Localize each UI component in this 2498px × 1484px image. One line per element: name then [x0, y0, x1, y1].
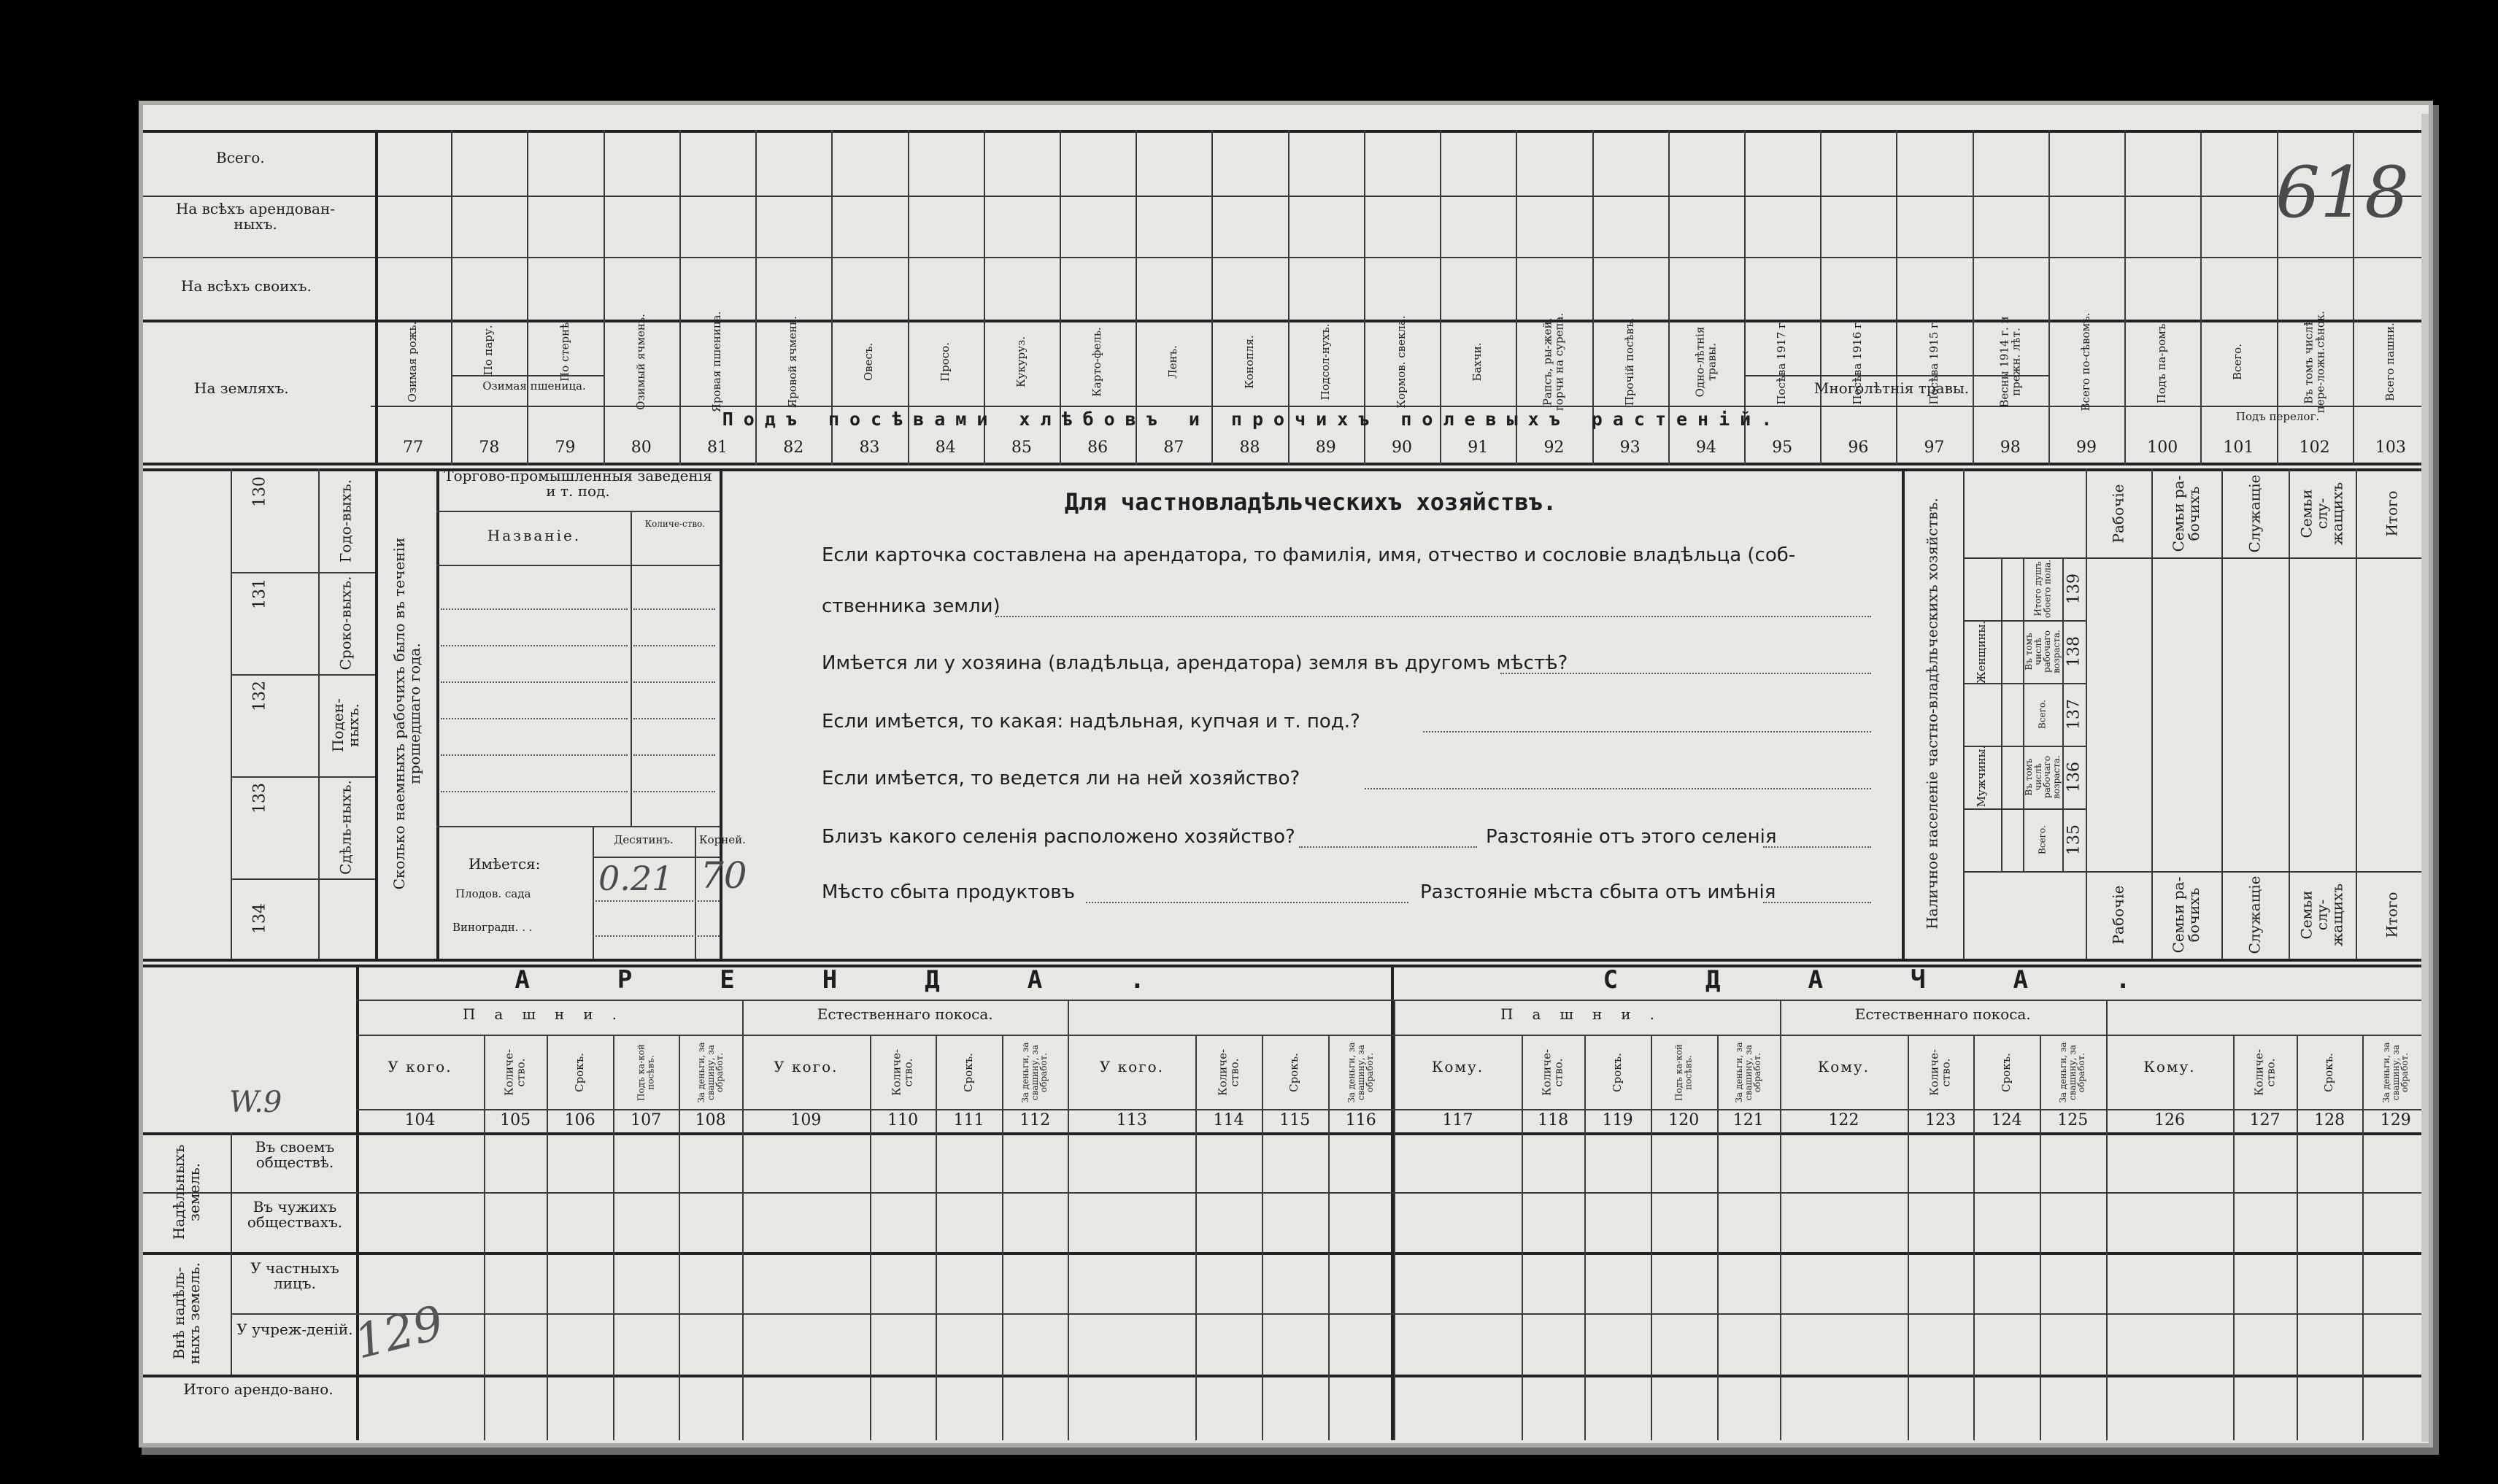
lease-column-label: За деньги, за свашину, за обработ.: [2058, 1042, 2087, 1103]
lease-column-divider: [1002, 1035, 1003, 1440]
crop-column-label: Посѣва 1916 г.: [1851, 319, 1865, 405]
population-column-number: 136: [2065, 762, 2083, 792]
page-number: 618: [2275, 152, 2410, 233]
crop-column-label: Всего пашни.: [2383, 322, 2397, 401]
crop-column-number: 102: [2299, 438, 2330, 457]
crop-column-label: По пару.: [482, 325, 496, 376]
crop-column-number: 83: [859, 438, 880, 457]
lease-column-number: 127: [2249, 1111, 2281, 1129]
lease-column-label: Количе-ство.: [502, 1048, 528, 1097]
crop-column-number: 92: [1543, 438, 1565, 457]
lease-column-divider: [2362, 1035, 2364, 1440]
enterprises-title: Торгово-промышленныя заведенія и т. под.: [444, 467, 712, 500]
fallow-rule: [2200, 406, 2352, 407]
crop-column-number: 93: [1619, 438, 1641, 457]
population-right-footer: Рабочіе: [2109, 885, 2127, 945]
roots-header: Корней.: [699, 833, 746, 846]
row-own-society: Въ своемъ обществѣ.: [255, 1138, 335, 1171]
lease-column-label: Срокъ.: [572, 1053, 586, 1092]
lease-column-number: 106: [564, 1111, 595, 1129]
sdacha-title: СДАЧА.: [1603, 965, 2218, 994]
lease-column-number: 111: [953, 1111, 984, 1129]
orchard-label: Плодов. сада: [455, 887, 531, 900]
crop-column-label: Всего.: [2231, 344, 2245, 380]
population-label: Наличное населеніе частно-владѣльческихъ хозяйствъ.: [1923, 498, 1941, 930]
lease-column-label: Срокъ.: [1610, 1053, 1624, 1092]
hired-column-number: 132: [250, 681, 269, 711]
women-label: Женщины.: [1975, 620, 1989, 684]
lease-column-divider: [2233, 1035, 2235, 1440]
hired-workers-label: Сколько наемныхъ рабочихъ было въ теченіи прошедшаго года.: [390, 537, 423, 890]
nadel-group-label: Надѣльныхъ земель.: [170, 1144, 203, 1240]
lease-column-label: У кого.: [774, 1058, 839, 1075]
crop-column-number: 82: [783, 438, 804, 457]
crop-column-label: Одно-лѣтнія травы.: [1693, 326, 1718, 398]
hired-column-label: Поден-ныхъ.: [329, 698, 362, 752]
winter-wheat-rule: [451, 375, 603, 376]
crop-column-number: 89: [1315, 438, 1336, 457]
lease-column-divider: [484, 1035, 485, 1440]
lease-column-label: За деньги, за свашину, за обработ.: [1346, 1042, 1376, 1103]
lease-column-divider: [1584, 1035, 1586, 1440]
question-farming: Если имѣется, то ведется ли на ней хозяйство?: [822, 768, 1300, 789]
crop-column-number: 100: [2147, 438, 2178, 457]
hired-column-number: 130: [250, 476, 269, 507]
question-market-distance: Разстояніе мѣста сбыта отъ имѣнія: [1420, 881, 1776, 903]
lease-column-number: 119: [1602, 1111, 1633, 1129]
crop-column-number: 97: [1924, 438, 1945, 457]
crop-column-label: Всего по-сѣвомъ.: [2079, 312, 2093, 411]
lease-column-number: 124: [1991, 1111, 2022, 1129]
orchard-roots-value: 70: [701, 854, 747, 897]
crop-column-number: 103: [2375, 438, 2406, 457]
lease-column-number: 110: [887, 1111, 919, 1129]
population-column-number: 137: [2065, 699, 2083, 730]
lease-column-number: 123: [1925, 1111, 1957, 1129]
crop-column-label: Въ томъ числѣ пере-ложн.сѣнок.: [2301, 310, 2327, 414]
question-market: Мѣсто сбыта продуктовъ: [822, 881, 1075, 903]
lease-column-number: 121: [1732, 1111, 1764, 1129]
population-right-footer: Семьи ра-бочихъ: [2170, 876, 2202, 954]
lease-column-divider: [1328, 1035, 1330, 1440]
lease-column-number: 107: [631, 1111, 662, 1129]
arenda-title: АРЕНДА.: [514, 965, 1233, 994]
question-village: Близъ какого селенія расположено хозяйство?: [822, 826, 1295, 848]
lease-column-number: 116: [1345, 1111, 1376, 1129]
crop-column-label: Кормов. свекла.: [1395, 315, 1408, 409]
crop-column-number: 81: [706, 438, 728, 457]
men-label: Мужчины.: [1975, 745, 1989, 808]
crop-column-number: 77: [403, 438, 424, 457]
lease-column-divider: [1908, 1035, 1909, 1440]
lease-group-divider: [1068, 1000, 1069, 1035]
lease-column-number: 118: [1538, 1111, 1569, 1129]
hired-column-number: 131: [250, 579, 269, 609]
lease-column-number: 117: [1442, 1111, 1473, 1129]
question-village-distance: Разстояніе отъ этого селенія: [1486, 826, 1777, 848]
lease-column-divider: [742, 1035, 744, 1440]
crop-column-label: Конопля.: [1242, 335, 1256, 389]
row-own-label: На всѣхъ своихъ.: [181, 277, 312, 295]
crop-column-number: 85: [1011, 438, 1032, 457]
lease-column-divider: [936, 1035, 937, 1440]
lease-column-label: Срокъ.: [2322, 1053, 2336, 1092]
crop-column-label: Посѣва 1915 г.: [1927, 319, 1940, 405]
lease-column-divider: [679, 1035, 680, 1440]
population-right-header: Итого: [2383, 490, 2401, 537]
hired-column-label: Сдѣль-ныхъ.: [336, 780, 355, 875]
fallow-label: Подъ перелог.: [2235, 410, 2320, 423]
private-holdings-title: Для частновладѣльческихъ хозяйствъ.: [1064, 488, 1557, 516]
crop-column-label: Рапсъ, ры-жей, горчи на сурепа.: [1541, 312, 1566, 411]
population-column-label: Въ томъ числѣ рабочаго возраста.: [2023, 755, 2062, 799]
crop-column-label: Кукуруз.: [1014, 336, 1028, 388]
lease-column-divider: [613, 1035, 614, 1440]
lease-column-label: За деньги, за свашину, за обработ.: [1020, 1042, 1049, 1103]
enterprise-name-header: Названіе.: [487, 527, 582, 544]
lease-column-number: 105: [500, 1111, 531, 1129]
lease-column-divider: [1195, 1035, 1197, 1440]
crop-column-label: Просо.: [938, 342, 952, 382]
crop-column-number: 80: [631, 438, 652, 457]
lease-column-number: 128: [2314, 1111, 2345, 1129]
crop-column-label: Яровая пшеница.: [710, 311, 724, 413]
lease-column-number: 112: [1019, 1111, 1051, 1129]
crop-column-label: Карто-фель.: [1090, 327, 1104, 397]
crop-column-number: 86: [1087, 438, 1109, 457]
handwritten-mark: 129: [349, 1296, 450, 1370]
crop-column-number: 84: [935, 438, 956, 457]
lease-column-divider: [547, 1035, 548, 1440]
lease-column-number: 125: [2057, 1111, 2089, 1129]
crop-column-number: 91: [1468, 438, 1489, 457]
lease-column-label: У кого.: [1099, 1058, 1165, 1075]
crop-column-divider: [2124, 130, 2126, 465]
population-right-footer: Семьи слу-жащихъ: [2297, 883, 2346, 947]
lease-column-label: Кому.: [2143, 1058, 2196, 1075]
orchard-desyatin-value: 0.21: [598, 859, 674, 898]
question-owner-cont: ственника земли): [822, 595, 1001, 617]
lease-column-divider: [1717, 1035, 1719, 1440]
lease-column-divider: [1522, 1035, 1523, 1440]
population-column-label: Въ томъ числѣ рабочаго возраста.: [2023, 630, 2062, 673]
lease-column-number: 108: [695, 1111, 726, 1129]
crop-column-number: 101: [2223, 438, 2254, 457]
crop-column-label: Овесъ.: [862, 342, 876, 382]
lease-column-divider: [1068, 1035, 1069, 1440]
population-column-number: 139: [2065, 573, 2083, 604]
lease-column-label: Срокъ.: [961, 1053, 975, 1092]
vne-nadel-group-label: Внѣ надѣль-ныхъ земель.: [170, 1262, 203, 1364]
crop-column-label: Прочій посѣвъ.: [1622, 317, 1636, 406]
crop-column-label: Ленъ.: [1166, 345, 1180, 379]
crops-banner: Подъ посѣвами хлѣбовъ и прочихъ полевыхъ растеній.: [722, 409, 1783, 430]
lands-label: На земляхъ.: [194, 379, 289, 397]
population-right-header: Рабочіе: [2109, 484, 2127, 544]
lease-group-label: Пашни.: [1500, 1005, 1673, 1023]
crop-column-number: 96: [1848, 438, 1869, 457]
desyatin-header: Десятинъ.: [614, 833, 674, 846]
crop-column-label: Бахчи.: [1470, 342, 1484, 382]
crop-column-label: Посѣва 1917 г.: [1775, 319, 1789, 405]
hired-column-label: Годо-выхъ.: [336, 479, 355, 563]
handwritten-note: W.9: [229, 1086, 282, 1119]
row-private-persons: У частныхъ лицъ.: [250, 1259, 339, 1292]
crop-column-label: По стернѣ.: [558, 319, 571, 382]
lease-column-divider: [2297, 1035, 2298, 1440]
lease-column-label: Количе-ство.: [2251, 1048, 2277, 1097]
lease-column-number: 129: [2380, 1111, 2411, 1129]
lease-column-label: Подъ ка-кой посѣвъ.: [1673, 1044, 1694, 1101]
lease-column-number: 114: [1213, 1111, 1244, 1129]
population-column-label: Всего.: [2037, 825, 2048, 854]
perennial-label: Многолѣтнія травы.: [1813, 379, 1970, 397]
lease-column-number: 126: [2154, 1111, 2185, 1129]
winter-wheat-label: Озимая пшеница.: [482, 379, 586, 393]
crop-column-number: 94: [1695, 438, 1716, 457]
crop-column-number: 79: [555, 438, 576, 457]
population-column-number: 135: [2065, 824, 2083, 855]
lease-column-label: Срокъ.: [1999, 1053, 2013, 1092]
question-land-type: Если имѣется, то какая: надѣльная, купчая и т. под.?: [822, 711, 1360, 733]
lease-column-label: Кому.: [1817, 1058, 1870, 1075]
crop-column-label: Подсол-нухъ.: [1318, 323, 1332, 401]
row-leased-label: На всѣхъ арендован-ныхъ.: [175, 200, 336, 233]
population-right-footer: Служащіе: [2245, 876, 2264, 954]
lease-column-divider: [1973, 1035, 1975, 1440]
crop-column-divider: [2200, 130, 2202, 465]
crop-column-number: 88: [1239, 438, 1260, 457]
lease-column-label: Количе-ство.: [1540, 1048, 1565, 1097]
perennial-rule: [1744, 375, 2048, 376]
lease-column-number: 113: [1116, 1111, 1147, 1129]
lease-column-divider: [2040, 1035, 2041, 1440]
population-right-header: Семьи слу-жащихъ: [2297, 482, 2346, 546]
lease-column-divider: [2106, 1035, 2108, 1440]
hired-column-number: 133: [250, 783, 269, 814]
population-right-footer: Итого: [2383, 892, 2401, 938]
row-other-society: Въ чужихъ обществахъ.: [247, 1198, 343, 1231]
lease-group-label: Естественнаго покоса.: [1854, 1005, 2031, 1023]
lease-column-number: 122: [1828, 1111, 1859, 1129]
crop-column-number: 90: [1391, 438, 1412, 457]
lease-column-number: 120: [1668, 1111, 1700, 1129]
lease-column-divider: [870, 1035, 871, 1440]
population-right-header: Служащіе: [2245, 474, 2264, 553]
crop-column-label: Озимый ячмень.: [633, 314, 647, 410]
vineyard-label: Виноградн. . .: [452, 921, 533, 934]
lease-column-divider: [1651, 1035, 1652, 1440]
lease-column-divider: [1394, 1035, 1395, 1440]
crop-column-number: 98: [2000, 438, 2021, 457]
crop-column-label: Подъ па-ромъ.: [2155, 320, 2169, 404]
crop-column-number: 99: [2075, 438, 2097, 457]
lease-column-label: Количе-ство.: [1215, 1048, 1241, 1097]
has-label: Имѣется:: [469, 855, 541, 873]
question-other-land: Имѣется ли у хозяина (владѣльца, арендатора) земля въ другомъ мѣстѣ?: [822, 652, 1568, 674]
lease-group-label: Пашни.: [462, 1005, 636, 1023]
population-column-label: Итого душъ обоего пола.: [2032, 560, 2052, 618]
crop-column-label: Озимая рожь.: [406, 321, 420, 403]
crop-column-number: 95: [1772, 438, 1793, 457]
crop-column-label: Весны 1914 г. и прежн. лѣт.: [1997, 316, 2022, 408]
hired-column-label: Сроко-выхъ.: [336, 576, 355, 670]
lease-column-number: 104: [404, 1111, 436, 1129]
lease-column-label: За деньги, за свашину, за обработ.: [695, 1042, 725, 1103]
crop-column-number: 78: [479, 438, 500, 457]
lease-column-number: 109: [790, 1111, 822, 1129]
lease-column-number: 115: [1279, 1111, 1311, 1129]
lease-column-label: За деньги, за свашину, за обработ.: [2381, 1042, 2410, 1103]
lease-column-label: У кого.: [388, 1058, 452, 1075]
crop-column-label: Яровой ячмень.: [786, 316, 800, 408]
lease-group-divider: [2106, 1000, 2108, 1035]
crop-column-number: 87: [1163, 438, 1184, 457]
lease-column-label: Кому.: [1431, 1058, 1484, 1075]
question-owner: Если карточка составлена на арендатора, то фамилія, имя, отчество и сословіе владѣльца (соб-: [822, 544, 1796, 566]
row-institutions: У учреж-деній.: [236, 1321, 353, 1338]
row-total-leased: Итого арендо-вано.: [183, 1380, 334, 1398]
hired-column-number: 134: [250, 903, 269, 934]
row-total-label: Всего.: [216, 149, 265, 166]
lease-column-divider: [1262, 1035, 1263, 1440]
lease-column-label: За деньги, за свашину, за обработ.: [1733, 1042, 1763, 1103]
lease-column-label: Подъ ка-кой посѣвъ.: [636, 1044, 656, 1101]
population-column-number: 138: [2065, 636, 2083, 667]
lease-group-label: Естественнаго покоса.: [817, 1005, 993, 1023]
lease-column-label: Количе-ство.: [1927, 1048, 1953, 1097]
population-right-header: Семьи ра-бочихъ: [2170, 475, 2202, 552]
census-card: [143, 105, 2429, 1443]
enterprise-qty-header: Количе-ство.: [644, 519, 706, 529]
lease-column-divider: [1780, 1035, 1781, 1440]
lease-column-label: Срокъ.: [1287, 1053, 1301, 1092]
lease-column-label: Количе-ство.: [890, 1048, 915, 1097]
population-column-label: Всего.: [2037, 700, 2048, 729]
